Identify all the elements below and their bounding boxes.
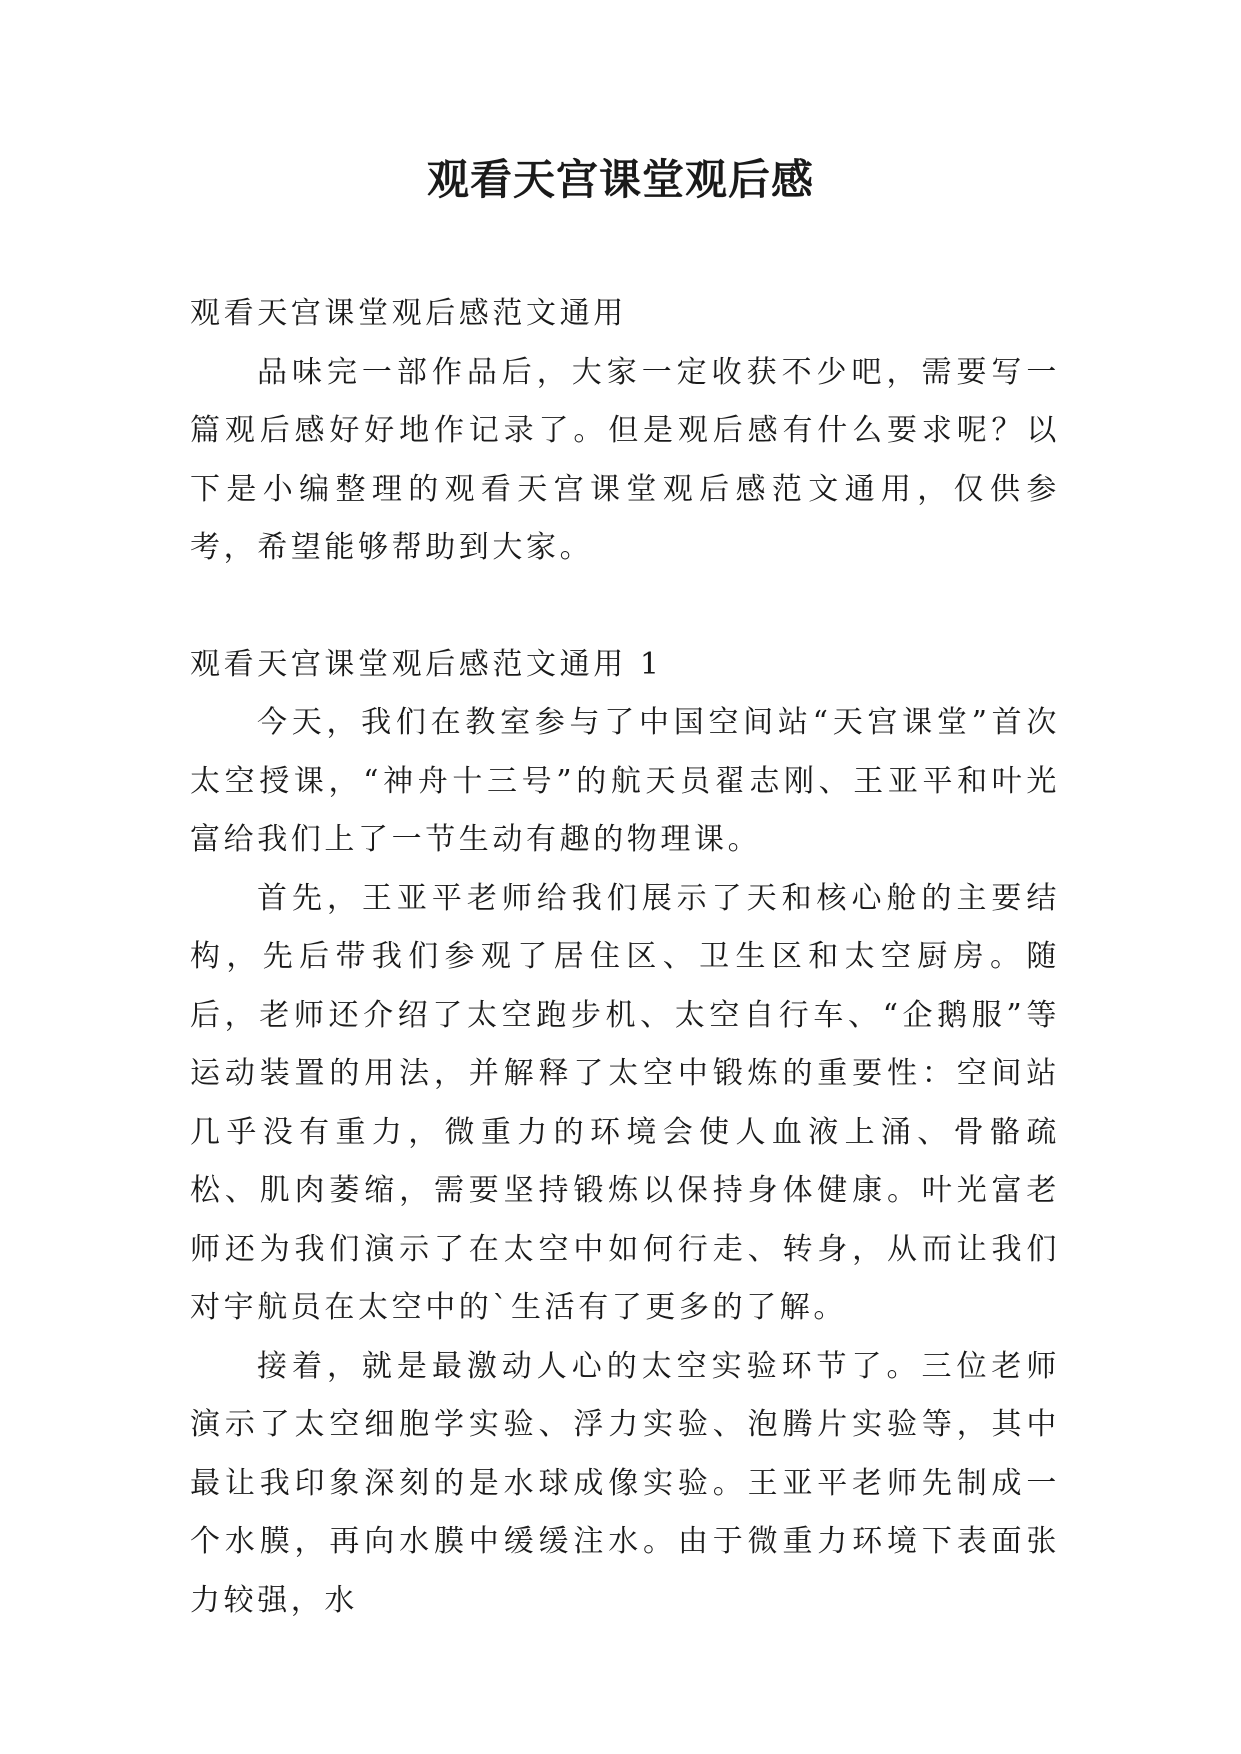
body-paragraph: 接着，就是最激动人心的太空实验环节了。三位老师演示了太空细胞学实验、浮力实验、泡腾片实验等，其中最让我印象深刻的是水球成像实验。王亚平老师先制成一个水膜，再向水膜中缓缓注水。由于微重力环境下表面张力较强，水 (190, 1348, 1060, 1618)
document-subtitle: 观看天宫课堂观后感范文通用 (190, 296, 627, 331)
section-spacer (190, 578, 1060, 636)
section-heading: 观看天宫课堂观后感范文通用 1 (190, 646, 663, 682)
document-title: 观看天宫课堂观后感 (426, 155, 814, 204)
body-paragraph: 今天，我们在教室参与了中国空间站“天宫课堂”首次太空授课，“神舟十三号”的航天员翟志刚、王亚平和叶光富给我们上了一节生动有趣的物理课。 (190, 705, 1060, 857)
body-paragraph: 首先，王亚平老师给我们展示了天和核心舱的主要结构，先后带我们参观了居住区、卫生区和太空厨房。随后，老师还介绍了太空跑步机、太空自行车、“企鹅服”等运动装置的用法，并解释了太空中锻炼的重要性：空间站几乎没有重力，微重力的环境会使人血液上涌、骨骼疏松、肌肉萎缩，需要坚持锻炼以保持身体健康。叶光富老师还为我们演示了在太空中如何行走、转身，从而让我们对宇航员在太空中的`生活有了更多的了解。 (190, 880, 1060, 1325)
document-body (190, 285, 1060, 1630)
intro-paragraph: 品味完一部作品后，大家一定收获不少吧，需要写一篇观后感好好地作记录了。但是观后感有什么要求呢？以下是小编整理的观看天宫课堂观后感范文通用，仅供参考，希望能够帮助到大家。 (190, 354, 1060, 565)
